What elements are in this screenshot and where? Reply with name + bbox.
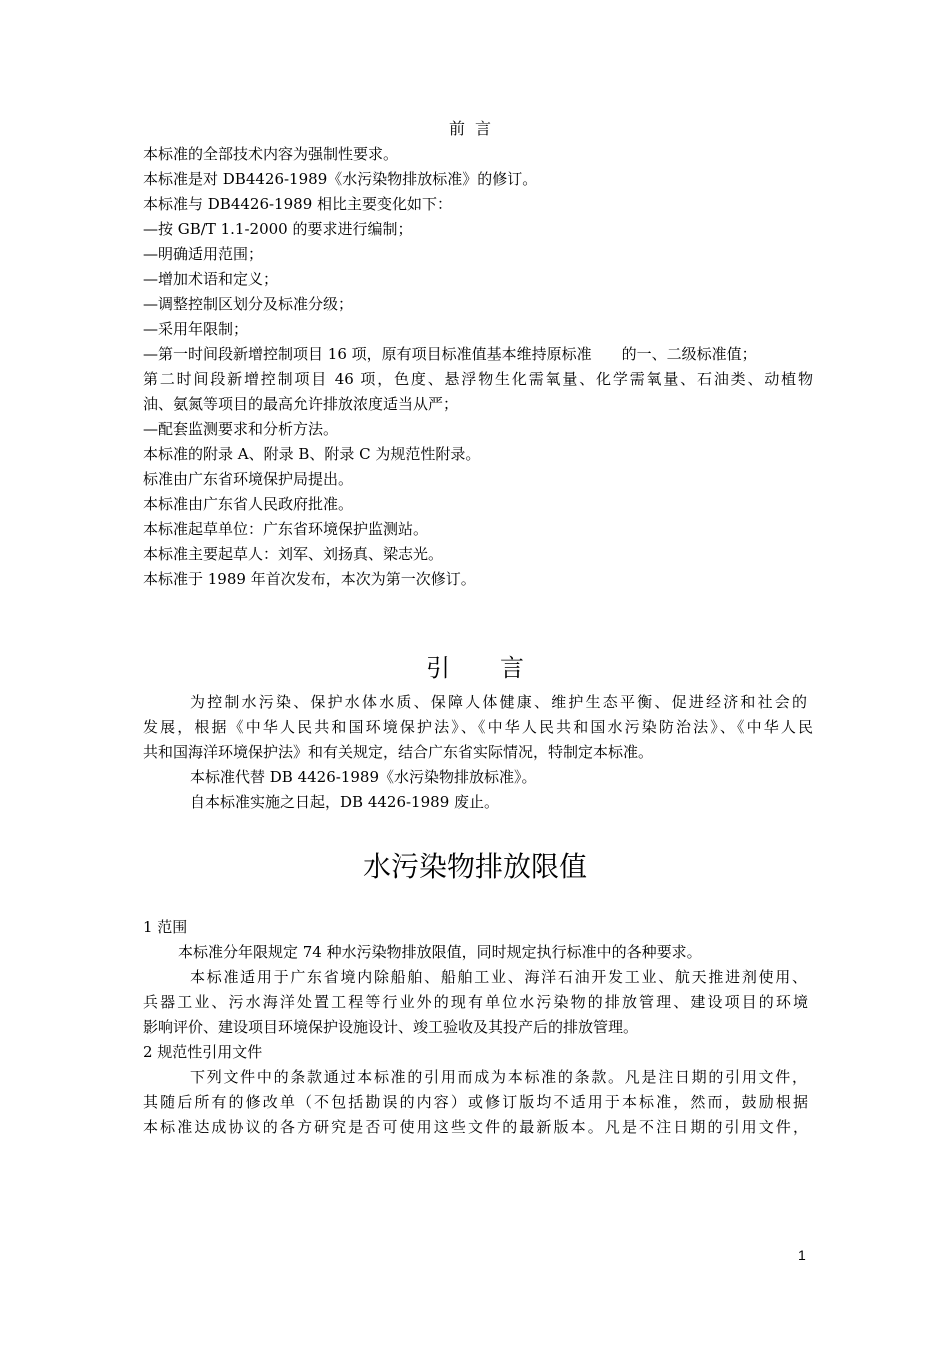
foreword-line: 本标准由广东省人民政府批准。 [143, 495, 354, 513]
foreword-line: 油、氨氮等项目的最高允许排放浓度适当从严； [143, 395, 459, 413]
foreword-line: 本标准与 DB4426-1989 相比主要变化如下： [143, 195, 453, 213]
foreword-line: —明确适用范围； [143, 245, 264, 263]
foreword-line: 第二时间段新增控制项目 46 项，色度、悬浮物生化需氧量、化学需氧量、石油类、动植物 [143, 370, 813, 388]
foreword-line: —采用年限制； [143, 320, 249, 338]
foreword-line: —按 GB/T 1.1-2000 的要求进行编制； [143, 220, 413, 238]
section-heading-scope: 1 范围 [143, 918, 188, 936]
body-line: 本标准适用于广东省境内除船舶、船舶工业、海洋石油开发工业、航天推进剂使用、 [190, 968, 807, 986]
intro-line: 自本标准实施之日起，DB 4426-1989 废止。 [190, 793, 500, 811]
main-title: 水污染物排放限值 [362, 850, 587, 883]
foreword-line: —增加术语和定义； [143, 270, 279, 288]
intro-line: 本标准代替 DB 4426-1989《水污染物排放标准》。 [190, 768, 537, 786]
foreword-line: 本标准于 1989 年首次发布，本次为第一次修订。 [143, 570, 476, 588]
body-line: 本标准分年限规定 74 种水污染物排放限值，同时规定执行标准中的各种要求。 [178, 943, 702, 961]
foreword-line: 本标准是对 DB4426-1989《水污染物排放标准》的修订。 [143, 170, 538, 188]
intro-title-char-1: 引 [426, 654, 450, 682]
body-line: 影响评价、建设项目环境保护设施设计、竣工验收及其投产后的排放管理。 [143, 1018, 639, 1036]
foreword-line: 标准由广东省环境保护局提出。 [143, 470, 354, 488]
foreword-line: 本标准的全部技术内容为强制性要求。 [143, 145, 399, 163]
foreword-line: 本标准起草单位：广东省环境保护监测站。 [143, 520, 429, 538]
intro-title-char-2: 言 [500, 654, 524, 682]
body-line: 下列文件中的条款通过本标准的引用而成为本标准的条款。凡是注日期的引用文件， [190, 1068, 807, 1086]
intro-line: 共和国海洋环境保护法》和有关规定，结合广东省实际情况，特制定本标准。 [143, 743, 654, 761]
intro-line: 为控制水污染、保护水体水质、保障人体健康、维护生态平衡、促进经济和社会的 [190, 693, 807, 711]
foreword-line: —第一时间段新增控制项目 16 项，原有项目标准值基本维持原标准 的一、二级标准值； [143, 345, 757, 363]
foreword-line: —调整控制区划分及标准分级； [143, 295, 354, 313]
body-line: 其随后所有的修改单（不包括勘误的内容）或修订版均不适用于本标准，然而，鼓励根据 [143, 1093, 808, 1111]
intro-line: 发展，根据《中华人民共和国环境保护法》、《中华人民共和国水污染防治法》、《中华人民 [143, 718, 813, 736]
foreword-line: —配套监测要求和分析方法。 [143, 420, 339, 438]
body-line: 本标准达成协议的各方研究是否可使用这些文件的最新版本。凡是不注日期的引用文件， [143, 1118, 808, 1136]
page-number: 1 [798, 1247, 806, 1263]
intro-title [0, 648, 950, 683]
foreword-line: 本标准主要起草人：刘军、刘扬真、梁志光。 [143, 545, 444, 563]
section-heading-references: 2 规范性引用文件 [143, 1043, 263, 1061]
foreword-line: 本标准的附录 A、附录 B、附录 C 为规范性附录。 [143, 445, 481, 463]
foreword-title: 前言 [448, 119, 501, 138]
body-line: 兵器工业、污水海洋处置工程等行业外的现有单位水污染物的排放管理、建设项目的环境 [143, 993, 808, 1011]
